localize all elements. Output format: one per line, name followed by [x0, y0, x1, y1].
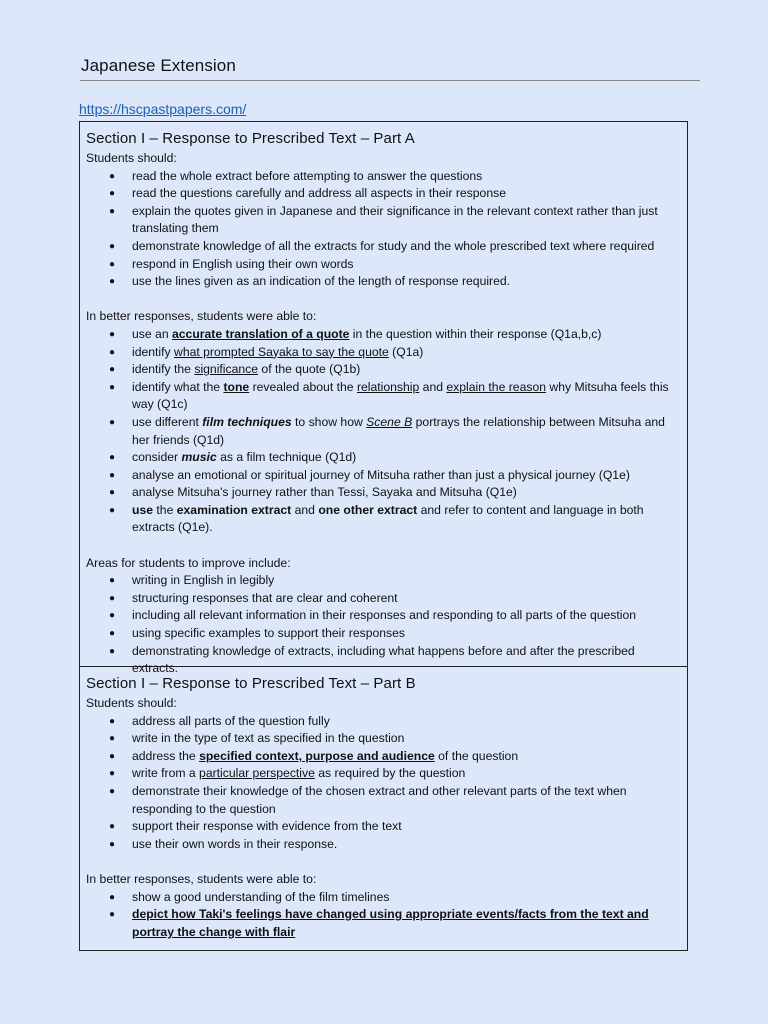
bullet-icon: ● [109, 205, 116, 217]
bullet-icon: ● [109, 328, 116, 340]
document-title: Japanese Extension [81, 56, 236, 75]
bullet-icon: ● [109, 416, 116, 428]
bullet-icon: ● [109, 838, 116, 850]
list-item: ● read the questions carefully and address all aspects in their response [86, 185, 681, 203]
list-item: ● using specific examples to support their responses [86, 625, 681, 643]
list-item: ● consider music as a film technique (Q1d) [86, 449, 681, 467]
section-b-better-list [86, 889, 681, 942]
bullet-icon: ● [109, 733, 116, 745]
list-item: ● use different film techniques to show how Scene B portrays the relationship between Mitsuha and her friends (Q1d) [109, 414, 665, 447]
bullet-icon: ● [109, 750, 116, 762]
bullet-icon: ● [109, 258, 116, 270]
section-a-improve-list [86, 572, 681, 678]
bullet-icon: ● [109, 610, 116, 622]
bullet-icon: ● [109, 346, 116, 358]
bullet-icon: ● [109, 628, 116, 640]
bullet-icon: ● [109, 645, 116, 657]
section-b-heading: Section I – Response to Prescribed Text – Part B [86, 675, 416, 692]
section-a-should-intro: Students should: [86, 151, 177, 165]
bullet-icon: ● [109, 188, 116, 200]
list-item: ● including all relevant information in their responses and responding to all parts of the question [86, 607, 681, 625]
bullet-icon: ● [109, 575, 116, 587]
list-item: ● demonstrate knowledge of all the extracts for study and the whole prescribed text where required [86, 238, 681, 256]
section-a-better-list [86, 326, 681, 537]
list-item: ● use the examination extract and one other extract and refer to content and language in both extracts (Q1e). [109, 502, 644, 535]
bullet-icon: ● [109, 715, 116, 727]
bullet-icon: ● [109, 504, 116, 516]
bullet-icon: ● [109, 821, 116, 833]
list-item: ● address all parts of the question fully [86, 713, 681, 731]
section-b-box [79, 667, 688, 951]
bullet-icon: ● [109, 364, 116, 376]
title-divider [80, 80, 700, 81]
list-item: ● use an accurate translation of a quote in the question within their response (Q1a,b,c) [86, 326, 681, 344]
list-item: ● demonstrate their knowledge of the chosen extract and other relevant parts of the text when responding to the question [109, 783, 627, 816]
bullet-icon: ● [109, 381, 116, 393]
list-item: ● identify what prompted Sayaka to say the quote (Q1a) [86, 344, 681, 362]
list-item: ● respond in English using their own words [86, 256, 681, 274]
section-a-should-list [86, 168, 681, 291]
list-item: ● show a good understanding of the film timelines [86, 889, 681, 907]
list-item: ● analyse an emotional or spiritual journey of Mitsuha rather than just a physical journey (Q1e) [86, 467, 681, 485]
bullet-icon: ● [109, 785, 116, 797]
section-b-should-intro: Students should: [86, 696, 177, 710]
bullet-icon: ● [109, 768, 116, 780]
bullet-icon: ● [109, 469, 116, 481]
list-item: ● explain the quotes given in Japanese and their significance in the relevant context rather than just translating them [109, 203, 658, 236]
bullet-icon: ● [109, 240, 116, 252]
section-b-should-list [86, 713, 681, 854]
bullet-icon: ● [109, 891, 116, 903]
section-b-better-intro: In better responses, students were able to: [86, 871, 317, 886]
list-item: ● write from a particular perspective as required by the question [86, 765, 681, 783]
list-item: ● identify what the tone revealed about the relationship and explain the reason why Mitsuha feels this way (Q1c) [109, 379, 669, 412]
bullet-icon: ● [109, 909, 116, 921]
bullet-icon: ● [109, 170, 116, 182]
section-a-improve-intro: Areas for students to improve include: [86, 555, 291, 570]
list-item: ● analyse Mitsuha's journey rather than Tessi, Sayaka and Mitsuha (Q1e) [86, 484, 681, 502]
section-a-heading: Section I – Response to Prescribed Text – Part A [86, 130, 415, 147]
list-item: ● use their own words in their response. [86, 836, 681, 854]
list-item: ● support their response with evidence from the text [86, 818, 681, 836]
list-item: ● address the specified context, purpose and audience of the question [86, 748, 681, 766]
list-item: ● identify the significance of the quote (Q1b) [86, 361, 681, 379]
bullet-icon: ● [109, 276, 116, 288]
list-item: ● write in the type of text as specified in the question [86, 730, 681, 748]
source-link[interactable]: https://hscpastpapers.com/ [79, 101, 247, 117]
bullet-icon: ● [109, 592, 116, 604]
list-item: ● demonstrating knowledge of extracts, including what happens before and after the prescribed extracts. [109, 643, 635, 676]
section-a-better-intro: In better responses, students were able to: [86, 309, 317, 324]
list-item: ● depict how Taki's feelings have changed using appropriate events/facts from the text and portray the change with flair [109, 907, 649, 939]
list-item: ● read the whole extract before attempting to answer the questions [86, 168, 681, 186]
list-item: ● writing in English in legibly [86, 572, 681, 590]
list-item: ● structuring responses that are clear and coherent [86, 590, 681, 608]
section-a-box [79, 121, 688, 676]
list-item: ● use the lines given as an indication of the length of response required. [86, 273, 681, 291]
bullet-icon: ● [109, 487, 116, 499]
bullet-icon: ● [109, 452, 116, 464]
